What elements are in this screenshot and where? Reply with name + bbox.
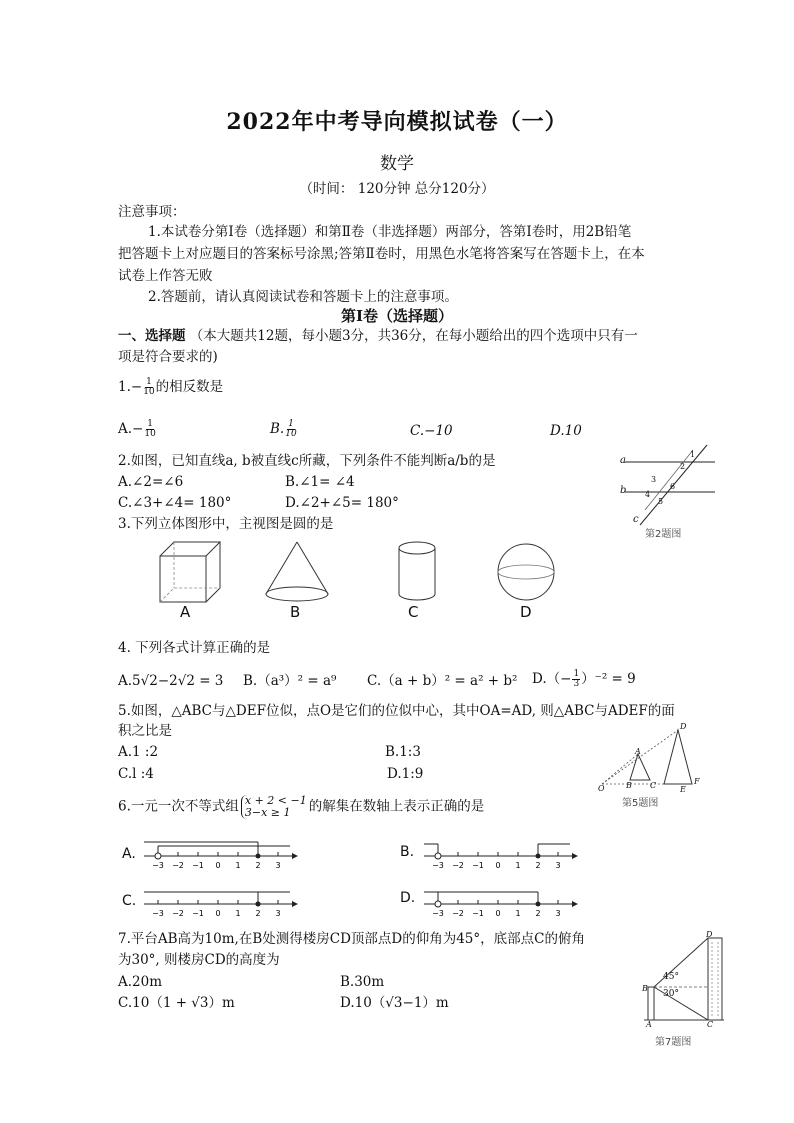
q2-angle-3: 3 [651,475,657,484]
q1-b-num: 1 [288,419,294,429]
q5-point-c: C [650,781,657,790]
q3-label-a: A [180,603,191,621]
axis-arrow [572,901,578,907]
tick-label: −2 [452,909,464,918]
q4-option-c: C.（a + b）² = a² + b² [367,673,518,689]
axis-arrow [572,853,578,859]
notice-item1-line2: 把答题卡上对应题目的答案标号涂黑;答第Ⅱ卷时，用黑色水笔将答案写在答题卡上，在本 [118,246,645,262]
q2-option-a: A.∠2=∠6 [118,474,184,490]
q5-option-c: C.l :4 [118,766,154,782]
q2-angle-5: 5 [658,497,664,506]
notice-item2: 2.答题前，请认真阅读试卷和答题卡上的注意事项。 [148,289,458,305]
tick-label: −3 [432,861,444,870]
q7-option-c: C.10（1 + √3）m [118,995,235,1011]
q5-point-f: F [694,777,700,786]
q2-angle-1: 1 [690,450,696,459]
q1-b-label: B. [270,421,285,437]
q3-label-b: B [290,603,301,621]
q1-option-b [270,420,298,439]
cube-icon [150,540,230,605]
q5-point-o: O [598,784,605,793]
q4-stem: 4. 下列各式计算正确的是 [118,640,271,656]
cone-icon [260,540,335,605]
q2-label-c: c [633,514,639,525]
q6-label-c: C. [122,893,137,909]
q5-point-e: E [680,785,686,794]
q6-stem [118,795,484,819]
q3-label-c: C [408,603,419,621]
q1-option-d: D.10 [550,423,582,439]
cylinder-icon [395,540,445,605]
exam-title: 2022年中考导向模拟试卷（一） [226,109,568,135]
q5-line2: 积之比是 [118,723,172,739]
q1-suffix: 的相反数是 [155,379,224,395]
open-point [435,901,441,907]
q6-numberline-d [420,878,580,920]
axis-arrow [292,901,298,907]
tick-label: 2 [535,909,541,918]
q4-option-b: B.（a³）² = a⁹ [243,673,337,689]
q1-stem [118,378,223,397]
q5-option-b: B.1:3 [385,744,421,760]
q1-b-den: 10 [285,429,297,439]
q2-stem: 2.如图，已知直线a, b被直线c所藏，下列条件不能判断a/b的是 [118,453,496,469]
tick-label: 0 [495,861,501,870]
q6-label-b: B. [400,844,415,860]
q2-angle-2: 2 [680,462,686,471]
part-heading [118,327,638,345]
sphere-icon [495,540,557,605]
q7-caption: 第7题图 [655,1037,692,1048]
tick-label: 1 [515,909,521,918]
q5-point-d: D [680,722,687,731]
q5-figure [598,722,698,792]
q6-numberline-a [140,830,300,872]
q4-option-d [532,670,636,689]
q7-point-c: C [707,1020,714,1029]
tick-label: 0 [215,861,221,870]
q4-d-den: 3 [573,679,580,689]
q1-option-a [118,420,157,439]
q2-label-b: b [620,485,627,496]
tick-label: 1 [235,909,241,918]
open-point [435,853,441,859]
q2-option-b: B.∠1= ∠4 [285,474,355,490]
tick-label: 2 [255,909,261,918]
q6-suffix: 的解集在数轴上表示正确的是 [308,798,485,815]
tick-label: 1 [515,861,521,870]
tick-label: −1 [472,861,484,870]
q5-caption: 第5题图 [622,798,659,809]
q7-point-b: B [642,984,648,993]
q1-prefix: 1.− [118,379,143,395]
part-desc-line1: （本大题共12题，每小题3分，共36分，在每小题给出的四个选项中只有一 [189,328,638,344]
q7-line1: 7.平台AB高为10m,在B处测得楼房CD顶部点D的仰角为45°，底部点C的俯角 [118,931,585,947]
q6-label-a: A. [122,846,136,862]
tick-label: −3 [152,909,164,918]
part-desc-line2: 项是符合要求的) [118,349,218,365]
q4-d-num: 1 [573,669,580,679]
q7-point-d: D [706,930,713,939]
q1-a-label: A.− [118,421,144,437]
q3-label-d: D [520,603,532,621]
q1-fraction [143,378,154,397]
q4-option-a: A.5√2−2√2 = 3 [118,673,224,689]
tick-label: 0 [495,909,501,918]
q2-angle-4: 4 [645,490,651,499]
q6-ineq1: x + 2 < −1 [244,794,307,807]
tick-label: −2 [172,909,184,918]
q5-point-a: A [635,747,641,756]
q3-stem: 3.下列立体图形中，主视图是圆的是 [118,516,334,532]
q4-d-suffix: ）⁻² = 9 [581,671,636,687]
q7-option-a: A.20m [118,974,163,990]
q1-a-num: 1 [147,419,153,429]
q7-angle-45: 45° [663,972,679,982]
tick-label: 3 [555,909,561,918]
tick-label: −3 [152,861,164,870]
tick-label: −1 [192,861,204,870]
q7-figure [642,932,727,1027]
q4-d-prefix: D.（− [532,671,572,687]
tick-label: 2 [255,861,261,870]
closed-point [256,902,261,907]
q5-line1: 5.如图，△ABC与△DEF位似，点O是它们的位似中心，其中OA=AD, 则△ABC与ADEF的面 [118,703,675,719]
tick-label: −1 [192,909,204,918]
time-info: （时间： 120分钟 总分120分） [299,181,495,197]
q6-inequality-system [241,795,307,819]
notice-item1-line1: 1.本试卷分第Ⅰ卷（选择题）和第Ⅱ卷（非选择题）两部分，答第Ⅰ卷时，用2B铅笔 [148,224,632,240]
tick-label: 0 [215,909,221,918]
tick-label: −1 [472,909,484,918]
q7-option-d: D.10（√3−1）m [340,995,449,1011]
q6-ineq2: 3−x ≥ 1 [244,806,291,819]
q2-label-a: a [620,455,626,466]
tick-label: 1 [235,861,241,870]
notice-heading: 注意事项： [118,204,186,220]
tick-label: −2 [452,861,464,870]
q7-point-a: A [646,1020,652,1029]
q2-option-c: C.∠3+∠4= 180° [118,495,232,511]
q1-option-c: C.−10 [410,423,453,439]
tick-label: 3 [275,861,281,870]
q2-option-d: D.∠2+∠5= 180° [285,495,399,511]
q7-angle-30: 30° [663,989,679,999]
part-label: 一、选择题 [118,328,186,344]
q6-label-d: D. [400,890,416,906]
q2-angle-6: 6 [670,482,676,491]
q5-point-b: B [626,781,632,790]
q5-option-a: A.1 :2 [118,744,159,760]
q7-option-b: B.30m [340,974,385,990]
q2-caption: 第2题图 [645,529,682,540]
q1-a-den: 10 [144,429,156,439]
closed-point [256,854,261,859]
tick-label: −2 [172,861,184,870]
tick-label: −3 [432,909,444,918]
q5-option-d: D.1:9 [387,766,424,782]
q6-numberline-c [140,878,300,920]
axis-arrow [292,853,298,859]
section-title: 第Ⅰ卷（选择题） [340,307,454,325]
open-point [155,853,161,859]
notice-item1-line3: 试卷上作答无败 [118,268,213,284]
q1-den: 10 [143,387,155,397]
closed-point [536,854,541,859]
q6-prefix: 6.一元一次不等式组 [118,798,239,815]
q6-numberline-b [420,830,580,872]
closed-point [536,902,541,907]
q1-num: 1 [146,377,152,387]
tick-label: 2 [535,861,541,870]
tick-label: 3 [555,861,561,870]
q7-line2: 为30°, 则楼房CD的高度为 [118,952,280,968]
subject-title: 数学 [380,154,414,174]
tick-label: 3 [275,909,281,918]
